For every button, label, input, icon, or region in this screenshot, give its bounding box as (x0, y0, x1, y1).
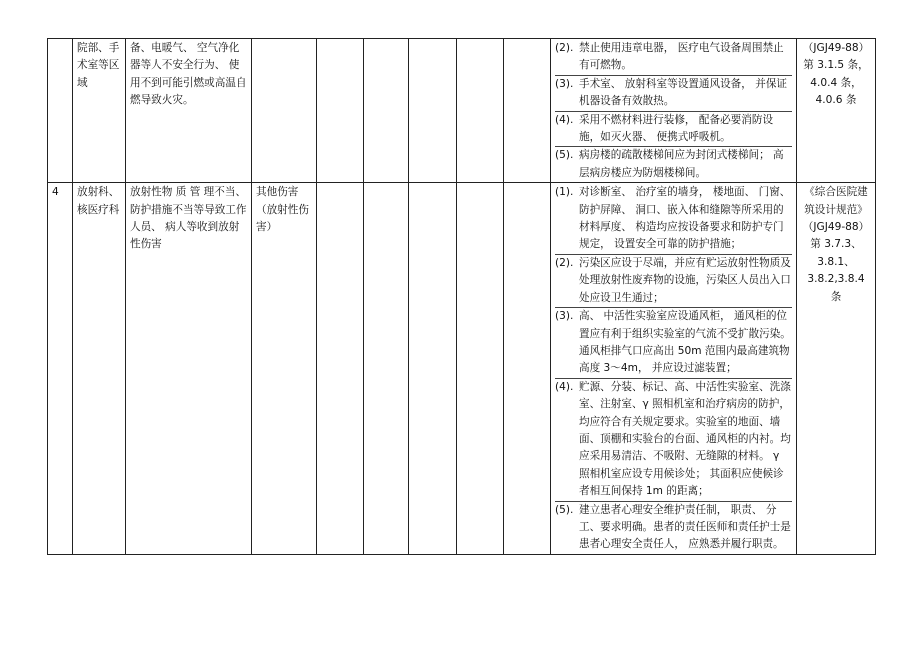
table-row (48, 39, 876, 183)
standard-line: （JGJ49-88） (802, 42, 870, 54)
measure-text: 手术室、 放射科室等设置通风设备， 并保证机器设备有效散热。 (579, 77, 788, 108)
hazard-description-cell: 放射性物 质 管 理不当、 防护措施不当等导致工作人员、 病人等收到放射性伤害 (126, 183, 252, 555)
empty-cell (504, 39, 551, 183)
measure-text: 贮源、分装、标记、高、中活性实验室、洗涤室、注射室、γ 照相机室和治疗病房的防护，均应符合有关规定要求。实验室的地面、墙面、顶棚和实验台的台面、通风柜的内衬。均应采用易清洁、不吸附、无缝隙的材料。 γ 照相机室应设专用候诊处； 其面积应使候诊者相互间保持 1m 的距离； (579, 380, 791, 498)
measure-text: 病房楼的疏散楼梯间应为封闭式楼梯间； 高层病房楼应为防烟楼梯间。 (579, 149, 784, 179)
standard-line: 4.0.6 条 (815, 94, 857, 107)
empty-cell (364, 39, 409, 183)
standard-line: 《综合医院建筑设计规范》 (804, 186, 868, 216)
empty-cell (317, 39, 364, 183)
consequence-cell: 其他伤害（放射性伤害） (252, 183, 317, 555)
measure-item (555, 147, 792, 182)
table-row (48, 183, 876, 555)
measure-item (555, 308, 792, 379)
measure-text: 高、 中活性实验室应设通风柜， 通风柜的位置应有利于组织实验室的气流不受扩散污染。 通风柜排气口应高出 50m 范围内最高建筑物高度 3～4m， 并应设过滤装置； (579, 310, 791, 375)
area-cell: 院部、手术室等区域 (73, 39, 126, 183)
measure-item (555, 112, 792, 148)
empty-cell (409, 39, 457, 183)
standard-reference-cell (797, 39, 876, 183)
row-number-cell (48, 39, 73, 183)
measure-number: (1). (555, 186, 574, 199)
standard-line: 第 3.1.5 条， (803, 59, 869, 72)
standard-line: （JGJ49-88） (802, 221, 870, 234)
measures-cell (551, 39, 797, 183)
measure-number: (5). (555, 149, 574, 162)
empty-cell (317, 183, 364, 555)
measure-item (555, 502, 792, 554)
measure-text: 禁止使用违章电器， 医疗电气设备周围禁止有可燃物。 (579, 42, 784, 72)
measure-item (555, 184, 792, 255)
hazard-description-cell: 备、电暖气、 空气净化器等人不安全行为、 使用不到可能引燃或高温自燃导致火灾。 (126, 39, 252, 183)
empty-cell (409, 183, 457, 555)
empty-cell (457, 39, 504, 183)
standard-reference-cell (797, 183, 876, 555)
empty-cell (457, 183, 504, 555)
measures-cell (551, 183, 797, 555)
measure-item (555, 379, 792, 502)
standard-line: 第 3.7.3、 (810, 238, 862, 251)
measure-item (555, 76, 792, 112)
measure-number: (3). (555, 77, 574, 90)
measure-item (555, 255, 792, 308)
empty-cell (504, 183, 551, 555)
measures-list (555, 184, 792, 554)
standard-line: 3.8.1、 (817, 255, 855, 268)
measure-item (555, 40, 792, 76)
measure-number: (2). (555, 256, 574, 269)
standard-line: 3.8.2,3.8.4 条 (807, 273, 865, 303)
measure-number: (4). (555, 113, 574, 126)
measure-number: (3). (555, 310, 574, 323)
measure-number: (5). (555, 503, 574, 516)
measure-number: (2). (555, 42, 574, 54)
area-cell: 放射科、核医疗科 (73, 183, 126, 555)
measures-list (555, 40, 792, 182)
hazard-table (47, 38, 876, 555)
measure-text: 建立患者心理安全维护责任制， 职责、 分工、要求明确。患者的责任医师和责任护士是患者心理安全责任人， 应熟悉并履行职责。 (579, 503, 791, 551)
consequence-cell (252, 39, 317, 183)
measure-number: (4). (555, 380, 574, 393)
empty-cell (364, 183, 409, 555)
measure-text: 对诊断室、 治疗室的墙身， 楼地面、 门窗、 防护屏障、 洞口、嵌入体和缝隙等所采用的材料厚度、 构造均应按设备要求和防护专门规定， 设置安全可靠的防护措施； (579, 186, 791, 251)
measure-text: 污染区应设于尽端，并应有贮运放射性物质及处理放射性废弃物的设施，污染区人员出入口处应设卫生通过； (579, 256, 791, 304)
row-number-cell: 4 (48, 183, 73, 555)
measure-text: 采用不燃材料进行装修， 配备必要消防设施，如灭火器、 便携式呼吸机。 (579, 113, 774, 144)
standard-line: 4.0.4 条， (810, 76, 862, 89)
